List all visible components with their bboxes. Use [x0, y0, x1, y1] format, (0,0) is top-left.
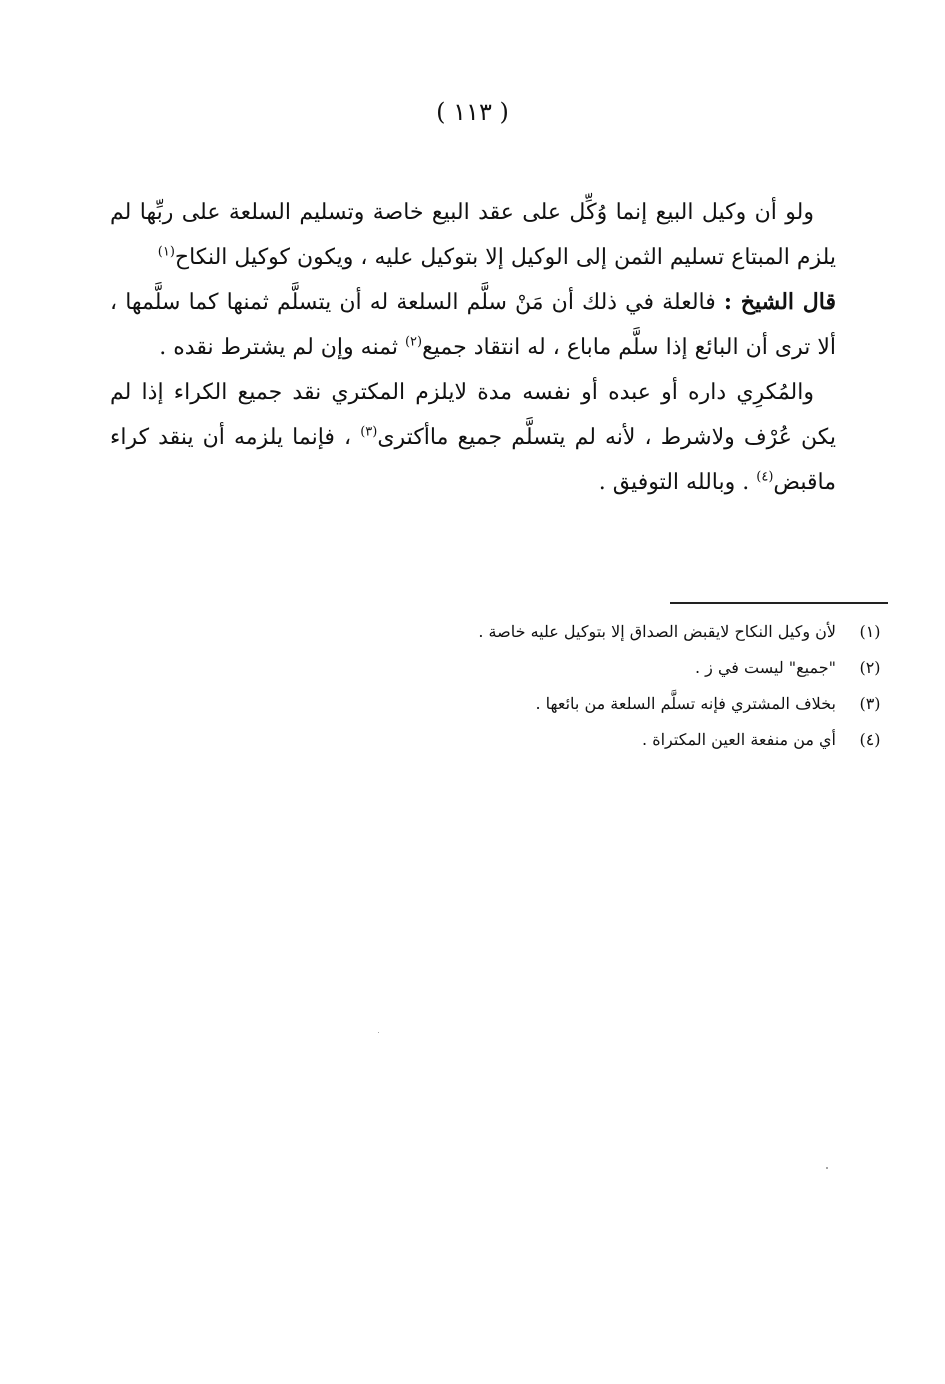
- footnote-number: (٣): [859, 694, 881, 713]
- footnote-text: بخلاف المشتري فإنه تسلَّم السلعة من بائعها .: [535, 694, 836, 713]
- footnote-item: [200, 622, 890, 658]
- paragraph-2: [110, 280, 836, 370]
- footnote-number: (٤): [859, 730, 881, 749]
- paragraph-1-text: ولو أن وكيل البيع إنما وُكِّل على عقد البيع خاصة وتسليم السلعة على ربِّها لم يلزم المبتاع تسليم الثمن إلى الوكيل إلا بتوكيل عليه ، ويكون كوكيل النكاح: [110, 200, 836, 270]
- footnote-number: (٢): [859, 658, 881, 677]
- footnote-item: [200, 658, 890, 694]
- footnote-ref-1: (١): [157, 244, 175, 260]
- main-text: [110, 190, 836, 505]
- footnotes: [200, 622, 890, 766]
- footnote-item: [200, 694, 890, 730]
- speaker-heading: قال الشيخ :: [723, 289, 836, 315]
- scan-speck: [378, 1032, 379, 1033]
- footnote-text: "جميع" ليست في ز .: [694, 658, 836, 677]
- paragraph-3-text-b: ، فإنما يلزمه أن ينقد كراء ماقبض: [110, 425, 836, 495]
- paragraph-3: [110, 370, 836, 505]
- paragraph-2-text-b: ثمنه وإن لم يشترط نقده .: [159, 335, 398, 360]
- footnote-number: (١): [859, 622, 881, 641]
- paragraph-3-text-c: . وبالله التوفيق .: [598, 470, 750, 495]
- footnote-ref-4: (٤): [756, 469, 774, 485]
- paragraph-3-text-a: والمُكرِي داره أو عبده أو نفسه مدة لايلزم المكتري نقد جميع الكراء إذا لم يكن عُرْف ولاشرط ، لأنه لم يتسلَّم جميع ماأكترى: [110, 380, 837, 450]
- footnote-text: أي من منفعة العين المكتراة .: [642, 730, 836, 749]
- paragraph-2-text-a: فالعلة في ذلك أن مَنْ سلَّم السلعة له أن يتسلَّم ثمنها كما سلَّمها ، ألا ترى أن البائع إذا سلَّم ماباع ، له انتقاد جميع: [110, 290, 836, 360]
- scan-speck: [826, 1167, 828, 1169]
- page-number: ( ١١٣ ): [436, 98, 509, 126]
- footnote-divider: [670, 602, 888, 604]
- footnote-ref-3: (٣): [360, 424, 378, 440]
- footnote-item: [200, 730, 890, 766]
- footnote-ref-2: (٢): [404, 334, 423, 350]
- footnote-text: لأن وكيل النكاح لايقبض الصداق إلا بتوكيل عليه خاصة .: [478, 622, 836, 641]
- paragraph-1: [110, 190, 836, 280]
